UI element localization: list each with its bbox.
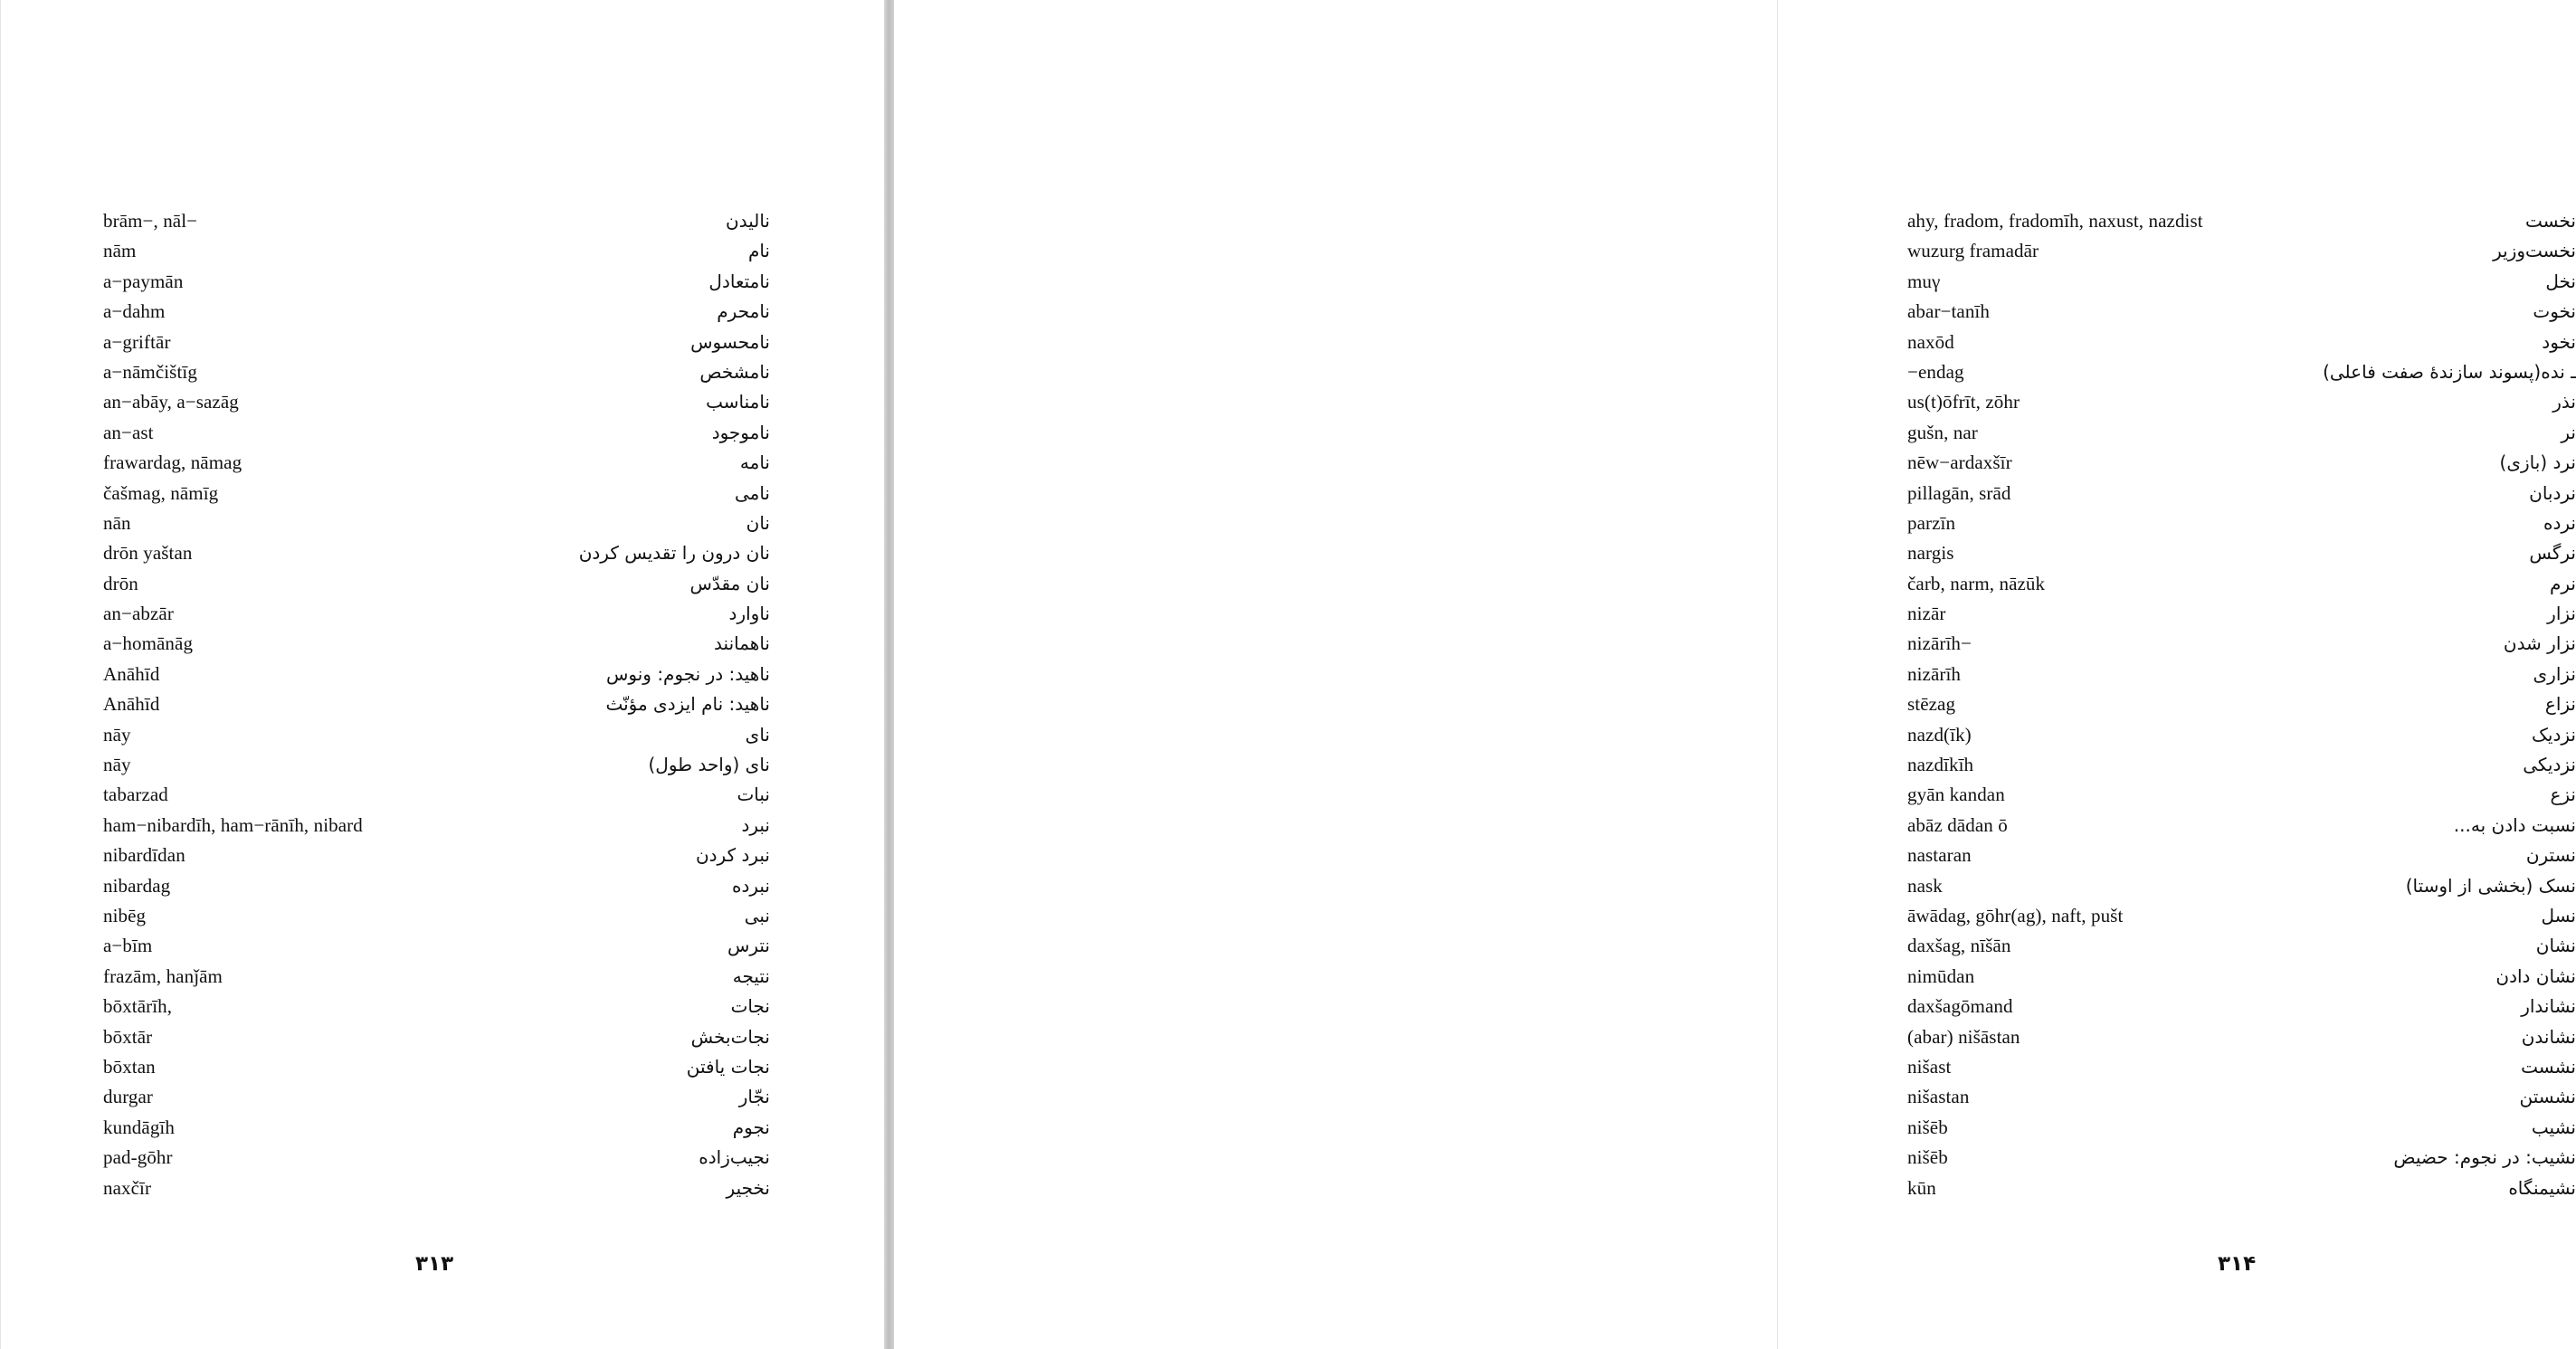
glossary-entry [1907, 357, 2576, 387]
glossary-entry [1907, 629, 2576, 659]
pahlavi-term: muγ [1907, 270, 1941, 292]
glossary-entry [1907, 448, 2576, 478]
pahlavi-term: us(t)ōfrīt, zōhr [1907, 391, 2020, 413]
glossary-entry [103, 538, 770, 568]
pahlavi-term: nask [1907, 874, 1943, 897]
persian-gloss: نر [2561, 421, 2576, 443]
persian-gloss: نزدیک [2532, 723, 2576, 746]
glossary-entry [103, 357, 770, 387]
glossary-entry [1907, 931, 2576, 961]
persian-gloss: نان مقدّس [689, 572, 770, 594]
pahlavi-term: drōn [103, 572, 138, 594]
glossary-entry [103, 569, 770, 599]
glossary-entry [103, 841, 770, 870]
glossary-entry [1907, 418, 2576, 448]
persian-gloss: نامحسوس [690, 330, 770, 353]
glossary-entry [1907, 1143, 2576, 1173]
persian-gloss: نام [747, 240, 770, 262]
persian-gloss: ناموجود [711, 421, 770, 443]
persian-gloss: نرگس [2529, 542, 2576, 565]
persian-gloss: نجّار [738, 1086, 770, 1108]
persian-gloss: نزاری [2533, 662, 2576, 685]
glossary-entry [1907, 387, 2576, 417]
pahlavi-term: nišēb [1907, 1146, 1948, 1169]
glossary-entry [103, 599, 770, 629]
persian-gloss: ـ نده(پسوند سازندهٔ صفت فاعلی) [2323, 360, 2576, 383]
glossary-entry [1907, 1082, 2576, 1112]
glossary-entry [1907, 297, 2576, 327]
persian-gloss: نالیدن [726, 210, 770, 232]
pahlavi-term: daxšag, nīšān [1907, 935, 2011, 957]
persian-gloss: نشیب: در نجوم: حضیض [2393, 1146, 2576, 1169]
pahlavi-term: nišēb [1907, 1116, 1948, 1138]
pahlavi-term: parzīn [1907, 511, 1956, 534]
glossary-entry [1907, 1113, 2576, 1143]
pahlavi-term: a−nāmčištīg [103, 360, 197, 383]
pahlavi-term: nān [103, 511, 131, 534]
glossary-entry [103, 267, 770, 297]
glossary-entry [103, 1143, 770, 1173]
glossary-entry [103, 508, 770, 538]
persian-gloss: نشان دادن [2495, 964, 2576, 987]
pahlavi-term: nargis [1907, 542, 1954, 565]
glossary-entry [1907, 1052, 2576, 1082]
pahlavi-term: nizār [1907, 603, 1946, 625]
persian-gloss: نسترن [2525, 844, 2576, 867]
persian-gloss: نرده [2543, 511, 2576, 534]
persian-gloss: نجات‌بخش [690, 1025, 770, 1048]
persian-gloss: نشاندن [2521, 1025, 2576, 1048]
persian-gloss: نجات [730, 995, 770, 1018]
pahlavi-term: drōn yaštan [103, 542, 193, 565]
pahlavi-term: čašmag, nāmīg [103, 481, 219, 504]
persian-gloss: نزار [2547, 603, 2576, 625]
persian-gloss: نامشخص [699, 360, 770, 383]
pahlavi-term: a−bīm [103, 935, 153, 957]
glossary-entry [103, 660, 770, 689]
persian-gloss: نخود [2542, 330, 2576, 353]
pahlavi-term: nišastan [1907, 1086, 1970, 1108]
pahlavi-term: an−abāy, a−sazāg [103, 391, 239, 413]
pahlavi-term: nām [103, 240, 137, 262]
glossary-list [103, 206, 770, 1203]
persian-gloss: ناهمانند [714, 632, 770, 655]
persian-gloss: ناهید: در نجوم: ونوس [605, 662, 770, 685]
persian-gloss: ناوارد [728, 603, 770, 625]
pahlavi-term: naxōd [1907, 330, 1954, 353]
pahlavi-term: a−homānāg [103, 632, 194, 655]
persian-gloss: نزدیکی [2523, 754, 2576, 776]
persian-gloss: نشست [2521, 1055, 2576, 1078]
pahlavi-term: pad-gōhr [103, 1146, 173, 1169]
persian-gloss: نبرده [731, 874, 770, 897]
persian-gloss: نای [745, 723, 770, 746]
glossary-entry [1907, 1022, 2576, 1052]
persian-gloss: نخل [2545, 270, 2576, 292]
pahlavi-term: naxčīr [103, 1176, 152, 1199]
glossary-entry [1907, 962, 2576, 992]
persian-gloss: نبرد [741, 813, 770, 836]
persian-gloss: نامه [739, 451, 770, 474]
glossary-entry [1907, 479, 2576, 508]
pahlavi-term: bōxtār [103, 1025, 153, 1048]
pahlavi-term: gušn, nar [1907, 421, 1978, 443]
pahlavi-term: nazd(īk) [1907, 723, 1972, 746]
pahlavi-term: nastaran [1907, 844, 1972, 867]
pahlavi-term: bōxtan [103, 1055, 156, 1078]
glossary-entry [103, 206, 770, 236]
page-number: ۳۱۳ [415, 1252, 454, 1276]
persian-gloss: نزاع [2544, 693, 2576, 716]
glossary-entry [103, 1082, 770, 1112]
persian-gloss: نزع [2550, 784, 2576, 806]
glossary-entry [103, 418, 770, 448]
glossary-entry [103, 720, 770, 750]
glossary-entry [103, 1022, 770, 1052]
glossary-entry [103, 1173, 770, 1203]
pahlavi-term: a−griftār [103, 330, 171, 353]
persian-gloss: نبرد کردن [695, 844, 770, 867]
persian-gloss: نخست‌وزیر [2493, 240, 2576, 262]
persian-gloss: نان درون را تقدیس کردن [578, 542, 770, 565]
glossary-entry [103, 750, 770, 780]
pahlavi-term: ham−nibardīh, ham−rānīh, nibard [103, 813, 363, 836]
pahlavi-term: a−paymān [103, 270, 184, 292]
glossary-entry [1907, 901, 2576, 931]
glossary-entry [103, 629, 770, 659]
persian-gloss: نشان [2535, 935, 2576, 957]
glossary-entry [1907, 508, 2576, 538]
persian-gloss: نشیب [2531, 1116, 2576, 1138]
persian-gloss: نجیب‌زاده [699, 1146, 770, 1169]
glossary-entry [1907, 750, 2576, 780]
persian-gloss: نخست [2525, 210, 2576, 232]
persian-gloss: نای (واحد طول) [648, 754, 770, 776]
glossary-entry [103, 871, 770, 901]
glossary-entry [103, 1052, 770, 1082]
pahlavi-term: nibardīdan [103, 844, 185, 867]
glossary-entry [103, 931, 770, 961]
glossary-entry [1907, 267, 2576, 297]
glossary-entry [1907, 720, 2576, 750]
glossary-entry [103, 448, 770, 478]
glossary-entry [103, 479, 770, 508]
glossary-entry [1907, 599, 2576, 629]
glossary-entry [1907, 569, 2576, 599]
persian-gloss: نرد (بازی) [2499, 451, 2576, 474]
persian-gloss: نخجیر [726, 1176, 770, 1199]
left-page [0, 0, 885, 1349]
persian-gloss: نذر [2552, 391, 2576, 413]
persian-gloss: نسل [2541, 904, 2576, 926]
glossary-entry [1907, 538, 2576, 568]
pahlavi-term: a−dahm [103, 300, 166, 323]
pahlavi-term: frazām, hanǰām [103, 964, 223, 987]
persian-gloss: نامی [734, 481, 770, 504]
persian-gloss: نسبت دادن به... [2453, 813, 2576, 836]
persian-gloss: نبات [737, 784, 770, 806]
glossary-entry [103, 901, 770, 931]
persian-gloss: نجات یافتن [686, 1055, 770, 1078]
page-number: ۳۱۴ [2218, 1252, 2257, 1276]
glossary-list [1907, 206, 2576, 1203]
glossary-entry [103, 387, 770, 417]
pahlavi-term: (abar) nišāstan [1907, 1025, 2020, 1048]
glossary-entry [103, 780, 770, 810]
pahlavi-term: gyān kandan [1907, 784, 2005, 806]
glossary-entry [103, 811, 770, 841]
persian-gloss: نتیجه [732, 964, 770, 987]
pahlavi-term: nišast [1907, 1055, 1952, 1078]
pahlavi-term: stēzag [1907, 693, 1956, 716]
pahlavi-term: wuzurg framadār [1907, 240, 2039, 262]
persian-gloss: نامناسب [706, 391, 770, 413]
pahlavi-term: bōxtārīh, [103, 995, 173, 1018]
pahlavi-term: Anāhīd [103, 662, 160, 685]
pahlavi-term: −endag [1907, 360, 1964, 383]
pahlavi-term: kundāgīh [103, 1116, 175, 1138]
glossary-entry [1907, 328, 2576, 357]
persian-gloss: نترس [727, 935, 770, 957]
glossary-entry [103, 689, 770, 719]
pahlavi-term: pillagān, srād [1907, 481, 2011, 504]
persian-gloss: نامتعادل [708, 270, 770, 292]
glossary-entry [1907, 841, 2576, 870]
pahlavi-term: āwādag, gōhr(ag), naft, pušt [1907, 904, 2124, 926]
pahlavi-term: an−abzār [103, 603, 174, 625]
pahlavi-term: daxšagōmand [1907, 995, 2013, 1018]
glossary-entry [1907, 206, 2576, 236]
persian-gloss: نبی [744, 904, 770, 926]
pahlavi-term: nibardag [103, 874, 171, 897]
pahlavi-term: nāy [103, 754, 131, 776]
pahlavi-term: nimūdan [1907, 964, 1975, 987]
pahlavi-term: ahy, fradom, fradomīh, naxust, nazdist [1907, 210, 2203, 232]
pahlavi-term: nizārīh− [1907, 632, 1972, 655]
glossary-entry [1907, 871, 2576, 901]
pahlavi-term: nēw−ardaxšīr [1907, 451, 2012, 474]
pahlavi-term: abar−tanīh [1907, 300, 1990, 323]
persian-gloss: نجوم [732, 1116, 770, 1138]
right-page [894, 0, 2576, 1349]
pahlavi-term: nāy [103, 723, 131, 746]
glossary-entry [103, 328, 770, 357]
persian-gloss: نشیمنگاه [2508, 1176, 2576, 1199]
pahlavi-term: abāz dādan ō [1907, 813, 2008, 836]
pahlavi-term: nizārīh [1907, 662, 1962, 685]
persian-gloss: نشاندار [2521, 995, 2576, 1018]
pahlavi-term: Anāhīd [103, 693, 160, 716]
pahlavi-term: kūn [1907, 1176, 1936, 1199]
glossary-entry [1907, 236, 2576, 266]
persian-gloss: نرم [2550, 572, 2576, 594]
glossary-entry [1907, 689, 2576, 719]
pahlavi-term: brām−, nāl− [103, 210, 198, 232]
glossary-entry [1907, 992, 2576, 1021]
pahlavi-term: nazdīkīh [1907, 754, 1974, 776]
glossary-entry [103, 297, 770, 327]
pahlavi-term: čarb, narm, nāzūk [1907, 572, 2046, 594]
pahlavi-term: nibēg [103, 904, 147, 926]
persian-gloss: نردبان [2529, 481, 2576, 504]
persian-gloss: نان [746, 511, 770, 534]
glossary-entry [103, 992, 770, 1021]
glossary-entry [1907, 780, 2576, 810]
pahlavi-term: an−ast [103, 421, 154, 443]
glossary-entry [103, 236, 770, 266]
persian-gloss: نسک (بخشی از اوستا) [2405, 874, 2576, 897]
persian-gloss: نامحرم [717, 300, 770, 323]
persian-gloss: نخوت [2533, 300, 2576, 323]
glossary-entry [1907, 1173, 2576, 1203]
glossary-entry [103, 962, 770, 992]
glossary-entry [1907, 660, 2576, 689]
glossary-entry [1907, 811, 2576, 841]
book-gutter [884, 0, 894, 1349]
pahlavi-term: tabarzad [103, 784, 168, 806]
glossary-entry [103, 1113, 770, 1143]
pahlavi-term: durgar [103, 1086, 154, 1108]
persian-gloss: نشستن [2519, 1086, 2576, 1108]
persian-gloss: ناهید: نام ایزدی مؤنّث [605, 693, 770, 716]
pahlavi-term: frawardag, nāmag [103, 451, 242, 474]
persian-gloss: نزار شدن [2503, 632, 2576, 655]
